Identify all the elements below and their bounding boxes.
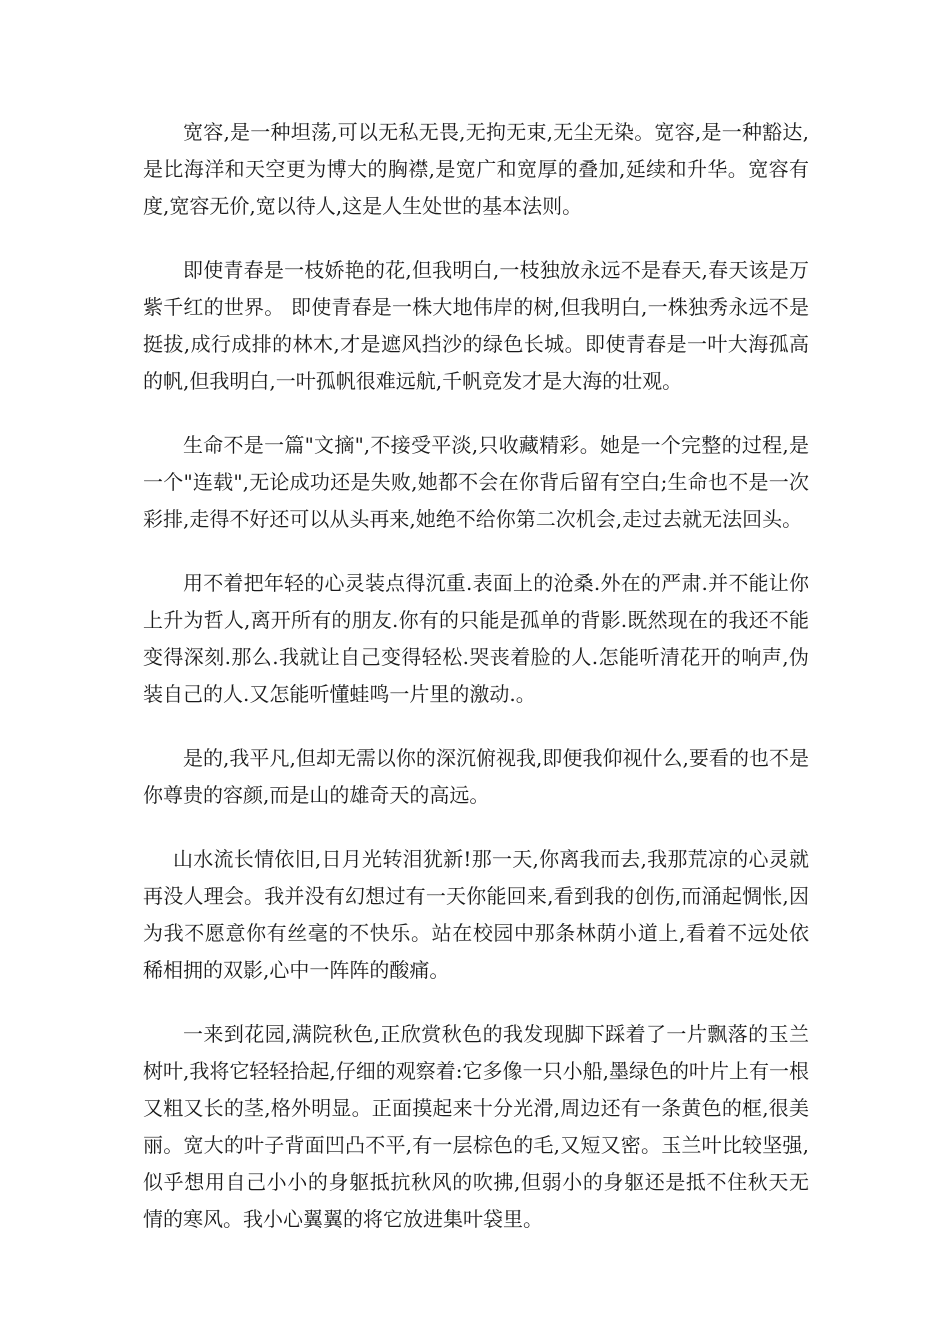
paragraph-farewell: 山水流长情依旧,日月光转泪犹新!那一天,你离我而去,我那荒凉的心灵就再没人理会。我并没有幻想过有一天你能回来,看到我的创伤,而涌起惆怅,因为我不愿意你有丝毫的不快乐。站在校园中那条林荫小道上,看着不远处依稀相拥的双影,心中一阵阵的酸痛。 bbox=[143, 847, 809, 982]
paragraph-youth: 即使青春是一枝娇艳的花,但我明白,一枝独放永远不是春天,春天该是万紫千红的世界。 即使青春是一株大地伟岸的树,但我明白,一株独秀永远不是挺拔,成行成排的林木,才是遮风挡沙的绿色长城。即使青春是一叶大海孤高的帆,但我明白,一叶孤帆很难远航,千帆竞发才是大海的壮观。 bbox=[143, 258, 809, 393]
paragraph-life: 生命不是一篇"文摘",不接受平淡,只收藏精彩。她是一个完整的过程,是一个"连载",无论成功还是失败,她都不会在你背后留有空白;生命也不是一次彩排,走得不好还可以从头再来,她绝不给你第二次机会,走过去就无法回头。 bbox=[143, 433, 809, 531]
document-body bbox=[143, 114, 809, 1265]
paragraph-magnolia-leaf: 一来到花园,满院秋色,正欣赏秋色的我发现脚下踩着了一片飘落的玉兰树叶,我将它轻轻拾起,仔细的观察着:它多像一只小船,墨绿色的叶片上有一根又粗又长的茎,格外明显。正面摸起来十分光滑,周边还有一条黄色的框,很美丽。宽大的叶子背面凹凸不平,有一层棕色的毛,又短又密。玉兰叶比较坚强,似乎想用自己小小的身躯抵抗秋风的吹拂,但弱小的身躯还是抵不住秋天无情的寒风。我小心翼翼的将它放进集叶袋里。 bbox=[143, 1022, 809, 1231]
paragraph-tolerance: 宽容,是一种坦荡,可以无私无畏,无拘无束,无尘无染。宽容,是一种豁达,是比海洋和天空更为博大的胸襟,是宽广和宽厚的叠加,延续和升华。宽容有度,宽容无价,宽以待人,这是人生处世的基本法则。 bbox=[143, 120, 809, 218]
paragraph-ordinary: 是的,我平凡,但却无需以你的深沉俯视我,即便我仰视什么,要看的也不是你尊贵的容颜,而是山的雄奇天的高远。 bbox=[143, 746, 809, 807]
paragraph-lightness: 用不着把年轻的心灵装点得沉重.表面上的沧桑.外在的严肃.并不能让你上升为哲人,离开所有的朋友.你有的只能是孤单的背影.既然现在的我还不能变得深刻.那么.我就让自己变得轻松.哭丧着脸的人.怎能听清花开的响声,伪装自己的人.又怎能听懂蛙鸣一片里的激动.。 bbox=[143, 571, 809, 706]
